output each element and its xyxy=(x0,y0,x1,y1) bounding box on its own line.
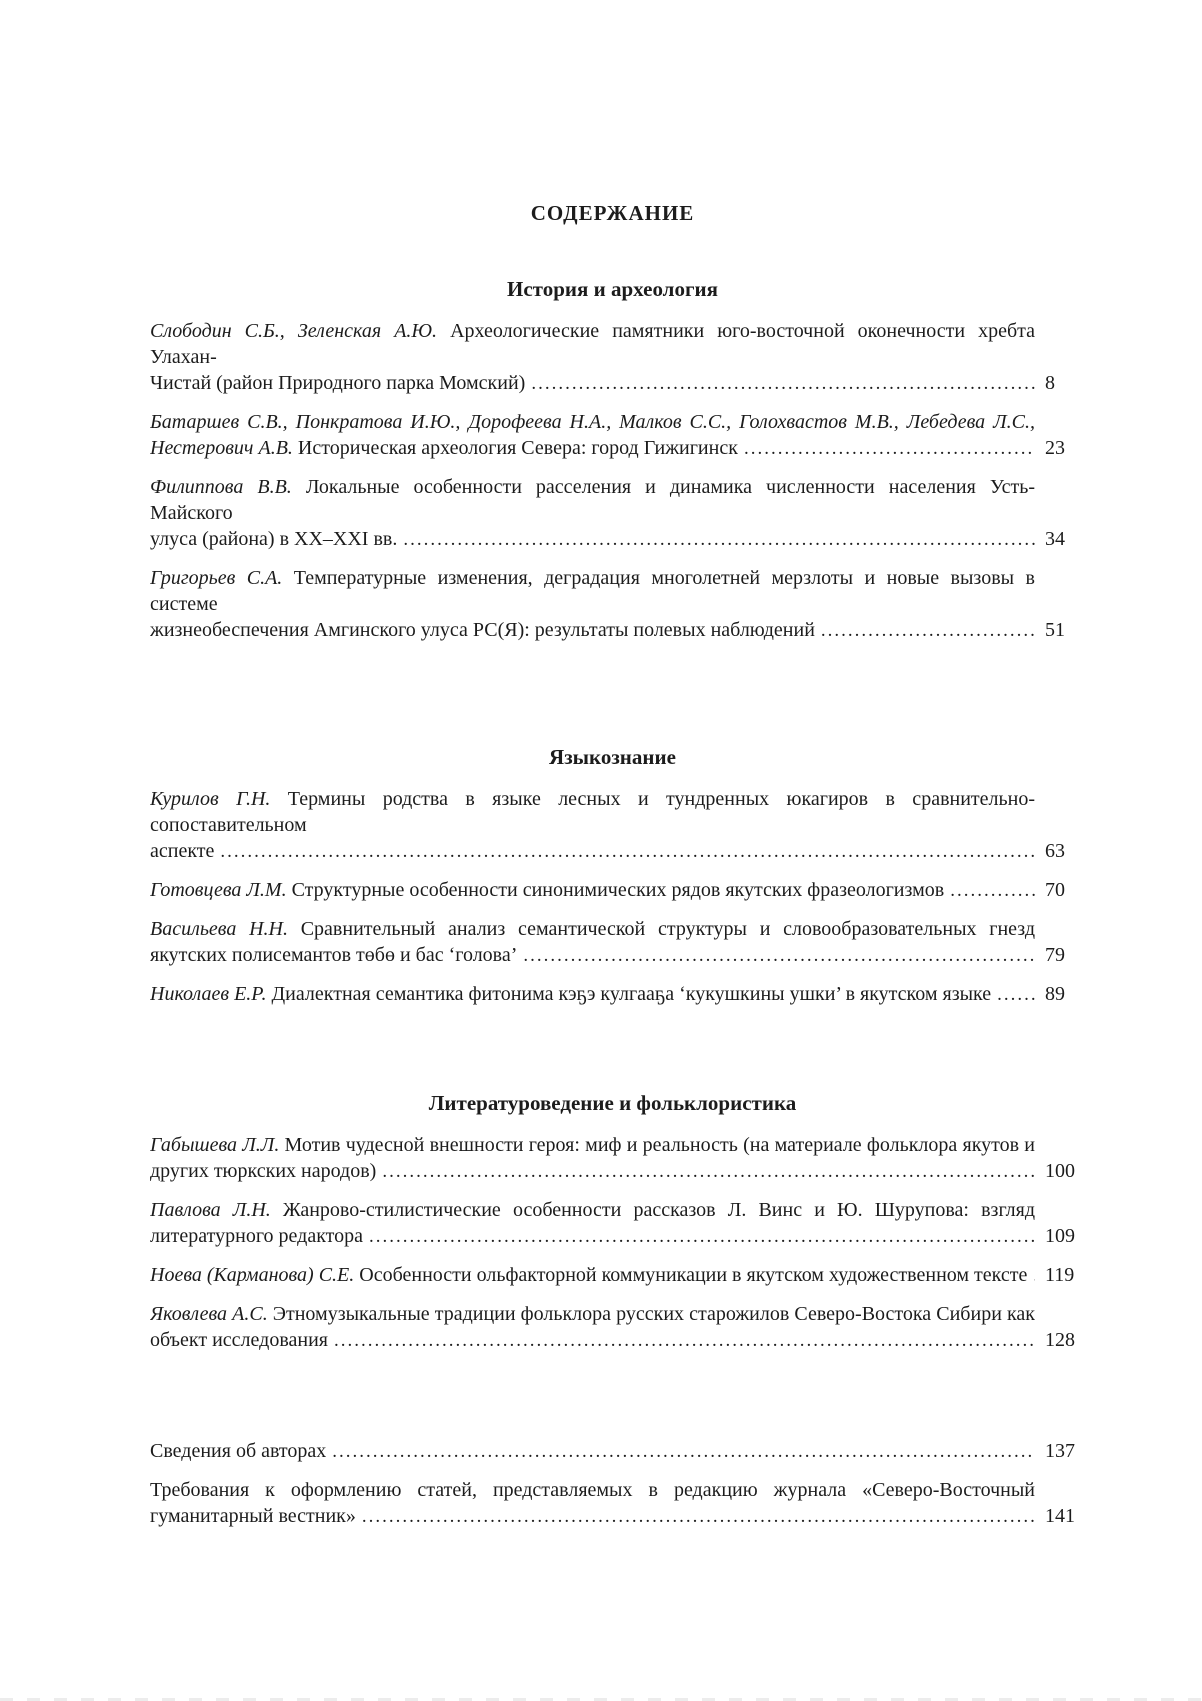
entry-authors: Ноева (Карманова) С.Е. xyxy=(150,1264,355,1286)
entry-title-text: жизнеобеспечения Амгинского улуса РС(Я): результаты полевых наблюдений xyxy=(150,619,815,641)
toc-entry xyxy=(150,877,1075,904)
page-number: 128 xyxy=(1045,1329,1075,1351)
page-number: 119 xyxy=(1045,1264,1075,1286)
toc-entry xyxy=(150,786,1075,865)
entry-title-text: объект исследования xyxy=(150,1329,328,1351)
entry-text xyxy=(150,1158,376,1184)
entry-title-text: Особенности ольфакторной коммуникации в якутском художественном тексте xyxy=(354,1264,1028,1286)
entry-authors: Батаршев С.В., Понкратова И.Ю., Дорофеева Н.А., Малков С.С., Голохвастов М.В., Лебедева Л.С., xyxy=(150,411,1035,433)
entry-text xyxy=(150,370,525,396)
entry-text xyxy=(150,942,517,968)
toc-line xyxy=(150,370,1075,397)
toc-entry xyxy=(150,981,1075,1008)
toc-line xyxy=(150,474,1075,526)
toc-line xyxy=(150,318,1075,370)
dot-leader xyxy=(744,435,1035,462)
toc-line xyxy=(150,838,1075,865)
toc-entry xyxy=(150,1197,1075,1250)
entry-text xyxy=(150,1262,1027,1288)
entry-authors: Готовцева Л.М. xyxy=(150,879,287,901)
entry-authors: Яковлева А.С. xyxy=(150,1303,268,1325)
dot-leader xyxy=(523,942,1035,969)
page-number: 100 xyxy=(1045,1160,1075,1182)
entry-text xyxy=(150,526,397,552)
entry-title-text: Локальные особенности расселения и динамика численности населения Усть-Майского xyxy=(150,476,1035,524)
dot-leader xyxy=(382,1158,1035,1185)
entry-title-text: Историческая археология Севера: город Гижигинск xyxy=(292,437,738,459)
entry-text xyxy=(150,617,815,643)
entry-title-text: Диалектная семантика фитонима кэҕэ кулгааҕа ‘кукушкины ушки’ в якутском языке xyxy=(266,983,992,1005)
toc-entry xyxy=(150,1301,1075,1354)
entry-title-text: Требования к оформлению статей, представляемых в редакцию журнала «Северо-Восточный xyxy=(150,1479,1035,1501)
entry-title-text: аспекте xyxy=(150,840,215,862)
dot-leader xyxy=(531,370,1035,397)
dot-leader xyxy=(332,1438,1035,1465)
toc-entry xyxy=(150,474,1075,553)
entry-title-text: Этномузыкальные традиции фольклора русских старожилов Северо-Востока Сибири как xyxy=(267,1303,1035,1325)
dot-leader xyxy=(950,877,1035,904)
toc-line xyxy=(150,1438,1075,1465)
entry-text xyxy=(150,1223,363,1249)
page-number: 79 xyxy=(1045,944,1065,966)
toc-line xyxy=(150,1503,1075,1530)
page-number: 51 xyxy=(1045,619,1065,641)
backmatter xyxy=(150,1366,1075,1542)
toc-line xyxy=(150,1132,1075,1158)
entry-title-text: Структурные особенности синонимических рядов якутских фразеологизмов xyxy=(286,879,945,901)
page-number: 70 xyxy=(1045,879,1065,901)
toc-entry xyxy=(150,318,1075,397)
dot-leader xyxy=(220,838,1035,865)
section-heading: Литературоведение и фольклористика xyxy=(428,1091,797,1115)
dot-leader xyxy=(997,981,1035,1008)
page-number: 34 xyxy=(1045,528,1065,550)
entry-title-text: гуманитарный вестник» xyxy=(150,1505,356,1527)
toc-entry xyxy=(150,1477,1075,1530)
page-number: 109 xyxy=(1045,1225,1075,1247)
dot-leader xyxy=(403,526,1035,553)
entry-authors: Павлова Л.Н. xyxy=(150,1199,271,1221)
entry-authors: Слободин С.Б., Зеленская А.Ю. xyxy=(150,320,438,342)
toc-section xyxy=(150,1020,1075,1366)
entry-title-text: Археологические памятники юго-восточной оконечности хребта Улахан- xyxy=(150,320,1035,368)
toc-entry xyxy=(150,916,1075,969)
toc-section xyxy=(150,656,1075,1020)
entry-authors: Габышева Л.Л. xyxy=(150,1134,280,1156)
entry-authors: Григорьев С.А. xyxy=(150,567,283,589)
page-number: 137 xyxy=(1045,1440,1075,1462)
entry-authors: Васильева Н.Н. xyxy=(150,918,288,940)
dot-leader xyxy=(362,1503,1035,1530)
entry-text xyxy=(150,1327,328,1353)
toc-line xyxy=(150,435,1075,462)
entry-title-text: Сведения об авторах xyxy=(150,1440,327,1462)
toc-line xyxy=(150,565,1075,617)
page-number: 63 xyxy=(1045,840,1065,862)
toc-line xyxy=(150,409,1075,435)
entry-title-text: улуса (района) в XX–XXI вв. xyxy=(150,528,398,550)
toc-entry xyxy=(150,1132,1075,1185)
entry-text xyxy=(150,1503,356,1529)
page-number: 141 xyxy=(1045,1505,1075,1527)
entry-title-text: Температурные изменения, деградация многолетней мерзлоты и новые вызовы в системе xyxy=(150,567,1035,615)
toc-line xyxy=(150,942,1075,969)
toc-line xyxy=(150,1158,1075,1185)
entry-title-text: других тюркских народов) xyxy=(150,1160,377,1182)
page-number: 23 xyxy=(1045,437,1065,459)
page-title: СОДЕРЖАНИЕ xyxy=(530,201,695,225)
entry-text xyxy=(150,1438,326,1464)
entry-text xyxy=(150,877,944,903)
entry-title-text: Чистай (район Природного парка Момский) xyxy=(150,372,526,394)
toc-line xyxy=(150,526,1075,553)
entry-authors: Николаев Е.Р. xyxy=(150,983,267,1005)
toc-line xyxy=(150,617,1075,644)
entry-authors: Курилов Г.Н. xyxy=(150,788,271,810)
section-heading: История и археология xyxy=(507,277,718,301)
toc-line xyxy=(150,1327,1075,1354)
entry-text xyxy=(150,981,991,1007)
toc-line xyxy=(150,916,1075,942)
dot-leader xyxy=(334,1327,1035,1354)
entry-text xyxy=(150,435,738,461)
toc-line xyxy=(150,1477,1075,1503)
toc-entry xyxy=(150,409,1075,462)
toc-entry xyxy=(150,1262,1075,1289)
entry-authors: Нестерович А.В. xyxy=(150,437,293,459)
toc-line xyxy=(150,981,1075,1008)
toc-section xyxy=(150,226,1075,656)
toc-line xyxy=(150,1223,1075,1250)
entry-title-text: литературного редактора xyxy=(150,1225,364,1247)
entry-title-text: Мотив чудесной внешности героя: миф и реальность (на материале фольклора якутов и xyxy=(279,1134,1036,1156)
page-number: 8 xyxy=(1045,372,1055,394)
toc-line xyxy=(150,877,1075,904)
entry-text xyxy=(150,838,214,864)
toc-line xyxy=(150,1301,1075,1327)
toc-entry xyxy=(150,1438,1075,1465)
entry-title-text: якутских полисемантов төбө и бас ‘голова’ xyxy=(150,944,518,966)
section-heading: Языкознание xyxy=(549,745,676,769)
entry-title-text: Термины родства в языке лесных и тундренных юкагиров в сравнительно-сопоставительном xyxy=(150,788,1035,836)
toc-entry xyxy=(150,565,1075,644)
toc-line xyxy=(150,1262,1075,1289)
page-number: 89 xyxy=(1045,983,1065,1005)
entry-title-text: Сравнительный анализ семантической структуры и словообразовательных гнезд xyxy=(287,918,1035,940)
toc-sections xyxy=(150,226,1075,1542)
dot-leader xyxy=(369,1223,1035,1250)
dot-leader xyxy=(821,617,1035,644)
entry-authors: Филиппова В.В. xyxy=(150,476,292,498)
toc-line xyxy=(150,1197,1075,1223)
toc-line xyxy=(150,786,1075,838)
entry-title-text: Жанрово-стилистические особенности рассказов Л. Винс и Ю. Шурупова: взгляд xyxy=(270,1199,1036,1221)
